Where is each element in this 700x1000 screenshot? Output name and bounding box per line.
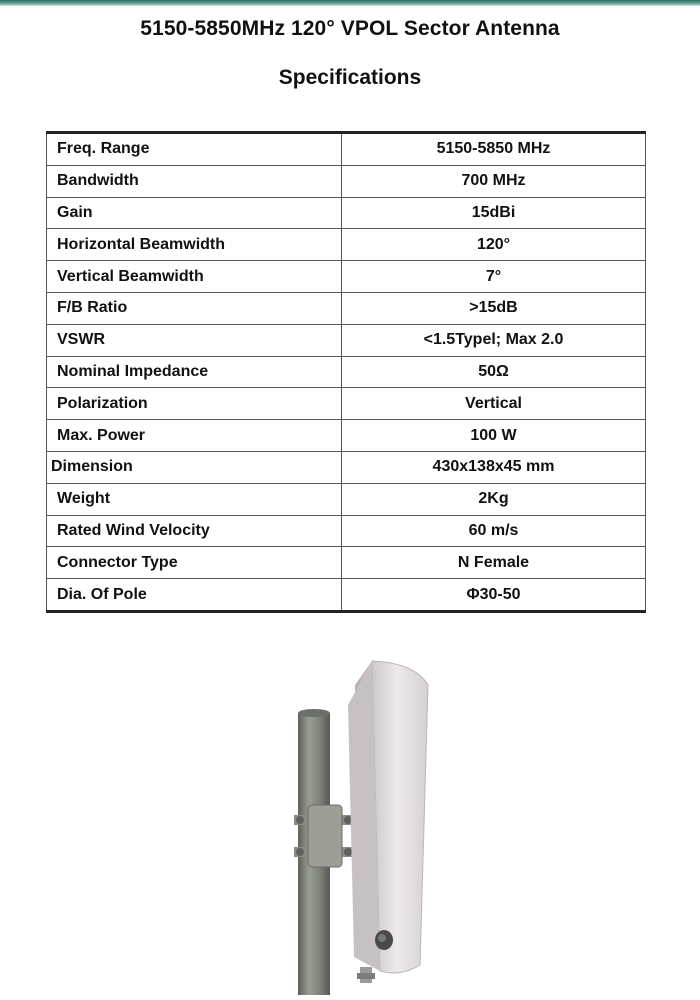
spec-value: 100 W [342,420,646,452]
table-row [47,579,646,612]
table-row [47,261,646,293]
spec-value: 5150-5850 MHz [342,133,646,166]
table-row [47,451,646,483]
top-accent-bar [0,0,700,6]
specifications-table [46,131,646,613]
spec-name: Gain [47,197,342,229]
spec-name: F/B Ratio [47,292,342,324]
spec-value: <1.5Typel; Max 2.0 [342,324,646,356]
table-row [47,324,646,356]
n-connector [357,967,375,983]
spec-value: 2Kg [342,483,646,515]
spec-value: N Female [342,547,646,579]
spec-name: Connector Type [47,547,342,579]
table-row [47,356,646,388]
spec-name: Rated Wind Velocity [47,515,342,547]
spec-value: 7° [342,261,646,293]
table-row [47,197,646,229]
table-row [47,420,646,452]
table-row [47,515,646,547]
spec-name: VSWR [47,324,342,356]
spec-name: Dimension [47,451,342,483]
spec-value: 700 MHz [342,165,646,197]
spec-value: 15dBi [342,197,646,229]
spec-name: Polarization [47,388,342,420]
spec-value: Φ30-50 [342,579,646,612]
spec-value: 120° [342,229,646,261]
table-row [47,292,646,324]
spec-value: 60 m/s [342,515,646,547]
spec-name: Weight [47,483,342,515]
table-row [47,165,646,197]
table-row [47,483,646,515]
spec-value: Vertical [342,388,646,420]
spec-name: Nominal Impedance [47,356,342,388]
page-subtitle: Specifications [278,66,422,89]
spec-name: Dia. Of Pole [47,579,342,612]
antenna-product-photo [260,655,460,995]
spec-name: Horizontal Beamwidth [47,229,342,261]
spec-name: Max. Power [47,420,342,452]
page-title: 5150-5850MHz 120° VPOL Sector Antenna [140,17,560,40]
antenna-radome [348,661,428,973]
spec-name: Freq. Range [47,133,342,166]
table-row [47,133,646,166]
table-row [47,388,646,420]
table-row [47,229,646,261]
spec-value: 50Ω [342,356,646,388]
table-row [47,547,646,579]
spec-value: >15dB [342,292,646,324]
spec-name: Vertical Beamwidth [47,261,342,293]
spec-value: 430x138x45 mm [342,451,646,483]
spec-name: Bandwidth [47,165,342,197]
